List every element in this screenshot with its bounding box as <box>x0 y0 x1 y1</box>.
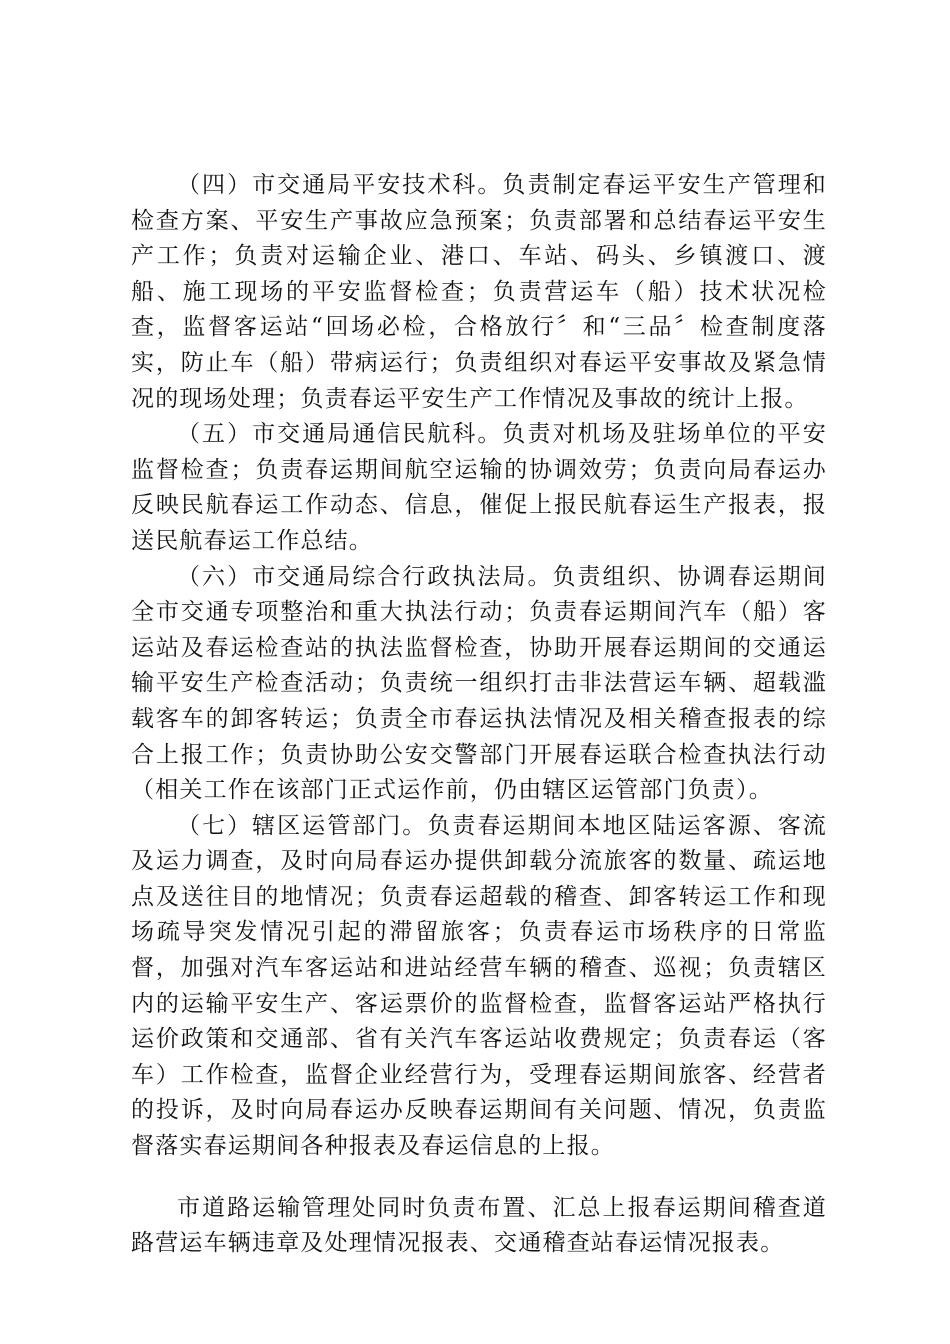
paragraph-section-4: （四）市交通局平安技术科。负责制定春运平安生产管理和检查方案、平安生产事故应急预案；负责部署和总结春运平安生产工作；负责对运输企业、港口、车站、码头、乡镇渡口、渡船、施工现场的平安监督检查；负责营运车（船）技术状况检查，监督客运站“回场必检，合格放行〞和“三品〞检查制度落实，防止车（船）带病运行；负责组织对春运平安事故及紧急情况的现场处理；负责春运平安生产工作情况及事故的统计上报。 <box>131 172 827 412</box>
document-body <box>131 168 827 1262</box>
paragraph-section-7: （七）辖区运管部门。负责春运期间本地区陆运客源、客流及运力调查，及时向局春运办提供卸载分流旅客的数量、疏运地点及送往目的地情况；负责春运超载的稽查、卸客转运工作和现场疏导突发情况引起的滞留旅客；负责春运市场秩序的日常监督，加强对汽车客运站和进站经营车辆的稽查、巡视；负责辖区内的运输平安生产、客运票价的监督检查，监督客运站严格执行运价政策和交通部、省有关汽车客运站收费规定；负责春运（客车）工作检查，监督企业经营行为，受理春运期间旅客、经营者的投诉，及时向局春运办反映春运期间有关问题、情况，负责监督落实春运期间各种报表及春运信息的上报。 <box>131 812 827 1160</box>
paragraph-section-6: （六）市交通局综合行政执法局。负责组织、协调春运期间全市交通专项整治和重大执法行动；负责春运期间汽车（船）客运站及春运检查站的执法监督检查，协助开展春运期间的交通运输平安生产检查活动；负责统一组织打击非法营运车辆、超载滥载客车的卸客转运；负责全市春运执法情况及相关稽查报表的综合上报工作；负责协助公安交警部门开展春运联合检查执法行动（相关工作在该部门正式运作前，仍由辖区运管部门负责）。 <box>131 563 827 804</box>
paragraph-closing-note: 市道路运输管理处同时负责布置、汇总上报春运期间稽查道路营运车辆违章及处理情况报表、交通稽查站春运情况报表。 <box>131 1194 827 1257</box>
paragraph-section-5: （五）市交通局通信民航科。负责对机场及驻场单位的平安监督检查；负责春运期间航空运输的协调效劳；负责向局春运办反映民航春运工作动态、信息，催促上报民航春运生产报表，报送民航春运工作总结。 <box>131 421 827 554</box>
